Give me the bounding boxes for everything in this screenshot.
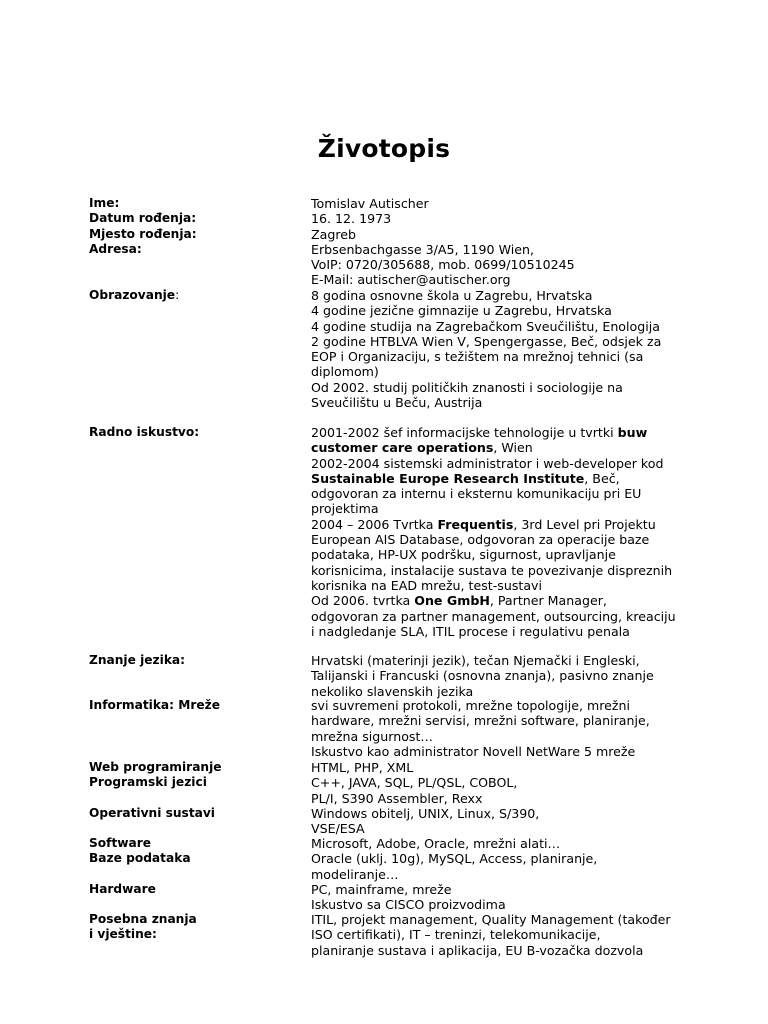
education-line: diplomom) <box>311 364 379 380</box>
experience-text: 2001-2002 šef informacijske tehnologije u tvrtki <box>311 425 618 440</box>
education-label <box>89 288 304 303</box>
programming-values <box>311 760 673 806</box>
value-name: Tomislav Autischer <box>311 196 429 211</box>
experience-text: , Wien <box>493 440 533 456</box>
education-line: 8 godina osnovne škola u Zagrebu, Hrvatska <box>311 288 593 303</box>
education-label-text: Obrazovanje <box>89 288 176 302</box>
education-line: 2 godine HTBLVA Wien V, Spengergasse, Beč, odsjek za <box>311 333 662 349</box>
company-name: customer care operations <box>311 440 494 456</box>
label-birth-date: Datum rođenja: <box>89 211 197 226</box>
networks-line: Iskustvo kao administrator Novell NetWare 5 mreže <box>311 743 636 759</box>
programming-line: C++, JAVA, SQL, PL/QSL, COBOL, <box>311 775 518 791</box>
programming-line: PL/I, S390 Assembler, Rexx <box>311 790 483 806</box>
company-name: buw <box>617 425 648 440</box>
education-line: EOP i Organizaciju, s težištem na mrežnoj tehnici (sa <box>311 349 644 365</box>
experience-text: 2004 – 2006 Tvrtka <box>311 516 438 532</box>
software-labels <box>89 836 304 867</box>
education-line: Sveučilištu u Beču, Austrija <box>311 395 483 411</box>
experience-line <box>311 517 673 532</box>
networks-line: svi suvremeni protokoli, mrežne topologije, mrežni <box>311 698 631 713</box>
hardware-label <box>89 882 304 897</box>
networks-values <box>311 698 673 759</box>
hardware-label-text: Hardware <box>89 882 156 896</box>
special-skills-line: planiranje sustava i aplikacija, EU B-vozačka dozvola <box>311 942 644 958</box>
software-line: Microsoft, Adobe, Oracle, mrežni alati… <box>311 836 561 851</box>
experience-line: projektima <box>311 501 379 517</box>
education-line: 4 godine jezične gimnazije u Zagrebu, Hrvatska <box>311 303 612 319</box>
education-line: 4 godine studija na Zagrebačkom Sveučilištu, Enologija <box>311 318 660 334</box>
education-line: Od 2002. studij političkih znanosti i sociologije na <box>311 379 623 395</box>
company-name: One GmbH <box>414 593 490 609</box>
programming-languages-label: Programski jezici <box>89 775 207 790</box>
label-name: Ime: <box>89 196 120 210</box>
experience-line <box>311 593 673 608</box>
special-skills-label: Posebna znanja <box>89 912 197 926</box>
os-line: VSE/ESA <box>311 821 365 837</box>
experience-text: , 3rd Level pri Projektu <box>513 516 656 532</box>
hardware-line: PC, mainframe, mreže <box>311 882 452 897</box>
personal-labels <box>89 196 304 257</box>
experience-text: Od 2006. tvrtka <box>311 593 415 609</box>
os-label <box>89 806 304 821</box>
languages-line: Talijanski i Francuski (osnovna znanja), pasivno znanje <box>311 668 654 684</box>
experience-line: korisnika na EAD mrežu, test-sustavi <box>311 577 542 593</box>
experience-line: odgovoran za internu i eksternu komunikaciju pri EU <box>311 486 642 502</box>
experience-line: podataka, HP-UX podršku, sigurnost, upravljanje <box>311 547 616 563</box>
experience-line: European AIS Database, odgovoran za operacije baze <box>311 532 650 548</box>
databases-label: Baze podataka <box>89 851 191 866</box>
networks-line: mrežna sigurnost… <box>311 728 434 744</box>
experience-text: , Beč, <box>584 470 620 486</box>
company-name: Frequentis <box>437 516 514 532</box>
special-skills-line: ITIL, projekt management, Quality Management (također <box>311 912 671 927</box>
value-email: E-Mail: autischer@autischer.org <box>311 272 511 288</box>
special-skills-values <box>311 912 673 958</box>
special-skills-line: ISO certifikati), IT – treninzi, telekomunikacije, <box>311 927 601 943</box>
company-name: Sustainable Europe Research Institute <box>311 470 585 486</box>
software-line: Oracle (uklj. 10g), MySQL, Access, planiranje, <box>311 851 598 867</box>
label-address: Adresa: <box>89 241 142 256</box>
networks-line: hardware, mrežni servisi, mrežni software, planiranje, <box>311 713 650 729</box>
value-birth-date: 16. 12. 1973 <box>311 211 392 227</box>
special-skills-label-2: i vještine: <box>89 927 157 942</box>
languages-label <box>89 653 304 668</box>
hardware-values <box>311 882 673 913</box>
experience-values <box>311 425 676 639</box>
web-programming-label: Web programiranje <box>89 760 222 774</box>
experience-line: korisnicima, instalacije sustava te povezivanje dispreznih <box>311 562 673 578</box>
software-values <box>311 836 673 882</box>
experience-label-text: Radno iskustvo: <box>89 425 200 439</box>
education-label-colon: : <box>175 288 180 302</box>
software-label: Software <box>89 836 152 850</box>
languages-values <box>311 653 673 699</box>
networks-label <box>89 698 304 713</box>
value-birth-place: Zagreb <box>311 226 356 242</box>
special-skills-labels <box>89 912 304 943</box>
software-line: modeliranje… <box>311 866 399 882</box>
experience-line <box>311 425 673 440</box>
experience-line <box>311 440 673 455</box>
label-birth-place: Mjesto rođenja: <box>89 226 197 241</box>
networks-label-text: Informatika: Mreže <box>89 698 221 712</box>
experience-line <box>311 471 673 486</box>
os-label-text: Operativni sustavi <box>89 806 215 820</box>
experience-text: , Partner Manager, <box>489 593 607 609</box>
experience-line: 2002-2004 sistemski administrator i web-developer kod <box>311 455 664 471</box>
hardware-line: Iskustvo sa CISCO proizvodima <box>311 897 506 913</box>
languages-label-text: Znanje jezika: <box>89 653 186 667</box>
experience-line: i nadgledanje SLA, ITIL procese i regulativu penala <box>311 623 630 639</box>
value-address: Erbsenbachgasse 3/A5, 1190 Wien, <box>311 241 534 257</box>
os-line: Windows obitelj, UNIX, Linux, S/390, <box>311 806 540 821</box>
value-phone: VoIP: 0720/305688, mob. 0699/10510245 <box>311 257 575 273</box>
education-values <box>311 288 673 410</box>
page-title: Životopis <box>317 134 451 163</box>
experience-label <box>89 425 304 440</box>
programming-labels <box>89 760 304 791</box>
languages-line: Hrvatski (materinji jezik), tečan Njemački i Engleski, <box>311 653 640 668</box>
languages-line: nekoliko slavenskih jezika <box>311 683 474 699</box>
experience-line: odgovoran za partner management, outsourcing, kreaciju <box>311 608 676 624</box>
personal-values <box>311 196 673 288</box>
programming-line: HTML, PHP, XML <box>311 760 414 775</box>
os-values <box>311 806 673 837</box>
